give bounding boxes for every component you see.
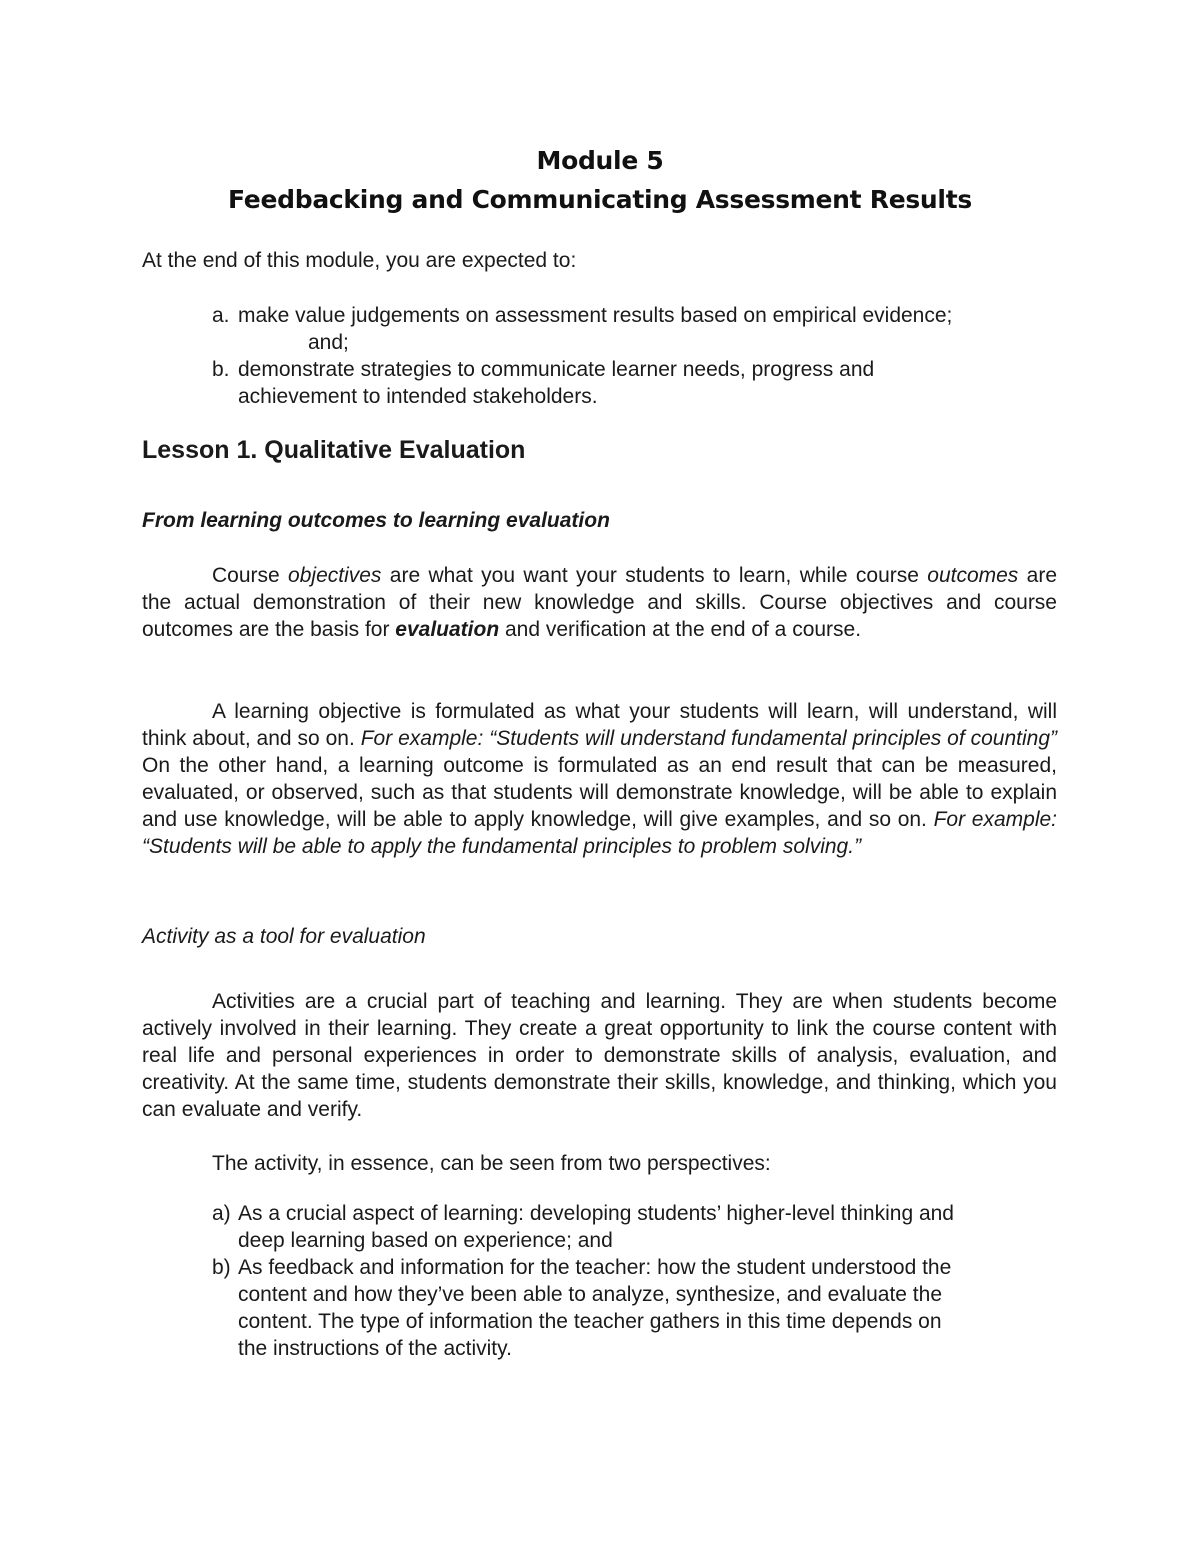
lesson-heading: Lesson 1. Qualitative Evaluation (142, 436, 526, 464)
objective-b (212, 356, 874, 410)
objective-b-label: b. (212, 358, 230, 381)
perspective-a-line2: deep learning based on experience; and (238, 1229, 613, 1252)
objective-a-line1: make value judgements on assessment results based on empirical evidence; (238, 304, 953, 327)
perspective-b-line4: the instructions of the activity. (238, 1337, 512, 1360)
perspective-b (212, 1254, 951, 1362)
objective-b-line2: achievement to intended stakeholders. (238, 385, 598, 408)
para1-evaluation-term: evaluation (395, 618, 500, 641)
perspective-b-line3: content. The type of information the teacher gathers in this time depends on (238, 1310, 942, 1333)
perspective-a-label: a) (212, 1202, 231, 1225)
objective-a-label: a. (212, 304, 230, 327)
para2-text-a: A learning objective is formulated as what your students will learn, will understand, will think about, and so on. (142, 700, 1057, 750)
perspective-b-label: b) (212, 1256, 231, 1279)
paragraph-objective-vs-outcome (142, 698, 1057, 860)
perspectives-intro: The activity, in essence, can be seen from two perspectives: (212, 1152, 771, 1175)
para3-text: Activities are a crucial part of teaching and learning. They are when students become actively involved in their learning. They create a great opportunity to link the course content with real life and personal experiences in order to demonstrate skills of analysis, evaluation, and creativity. At the same time, students demonstrate their skills, knowledge, and thinking, which you can evaluate and verify. (142, 990, 1057, 1121)
para1-text-d: and verification at the end of a course. (499, 618, 862, 641)
section2-heading: Activity as a tool for evaluation (142, 925, 426, 948)
paragraph-activities (142, 988, 1057, 1123)
module-number: Module 5 (536, 146, 664, 175)
para2-text-b: On the other hand, a learning outcome is formulated as an end result that can be measured, evaluated, or observed, such as that students will demonstrate knowledge, will be able to explain and use knowledge, will be able to apply knowledge, will give examples, and so on. (142, 754, 1057, 831)
para2-example-1: For example: “Students will understand fundamental principles of counting” (360, 727, 1057, 750)
objective-a (212, 302, 952, 356)
para2-example-2: For example: “Students will be able to apply the fundamental principles to problem solving.” (142, 808, 1058, 858)
perspective-b-line1: As feedback and information for the teacher: how the student understood the (238, 1256, 952, 1279)
perspective-a-line1: As a crucial aspect of learning: developing students’ higher-level thinking and (238, 1202, 954, 1225)
module-title: Feedbacking and Communicating Assessment Results (228, 185, 972, 214)
perspective-b-line2: content and how they’ve been able to analyze, synthesize, and evaluate the (238, 1283, 942, 1306)
para1-text-c: are the actual demonstration of their new knowledge and skills. Course objectives and course outcomes are the basis for (142, 564, 1058, 641)
para1-objectives-term: objectives (288, 564, 382, 587)
para1-text-b: are what you want your students to learn, while course (381, 564, 928, 587)
perspective-a (212, 1200, 954, 1254)
para1-outcomes-term: outcomes (927, 564, 1019, 587)
objective-a-line2: and; (308, 331, 349, 354)
para1-text-a: Course (212, 564, 289, 587)
section1-heading: From learning outcomes to learning evaluation (142, 509, 610, 532)
paragraph-objectives-outcomes (142, 562, 1057, 643)
objective-b-line1: demonstrate strategies to communicate learner needs, progress and (238, 358, 875, 381)
intro-text: At the end of this module, you are expected to: (142, 249, 577, 272)
